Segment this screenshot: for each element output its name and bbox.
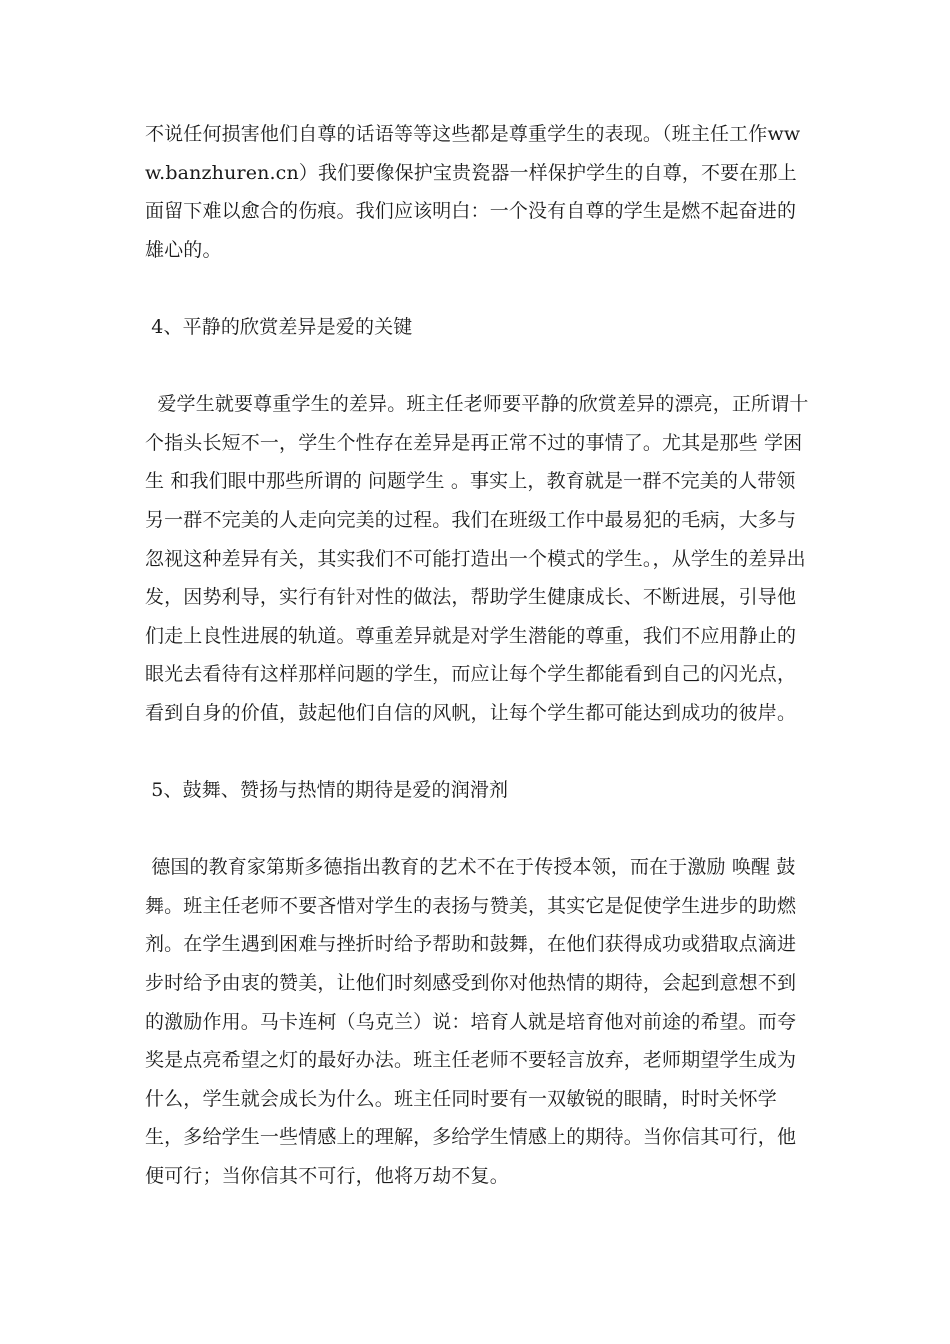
paragraph-gap [145,347,810,386]
section-heading-5: 5、鼓舞、赞扬与热情的期待是爱的润滑剂 [145,779,509,802]
paragraph-encouragement: 德国的教育家第斯多德指出教育的艺术不在于传授本领，而在于激励 唤醒 鼓舞。班主任老师不要吝惜对学生的表扬与赞美，其实它是促使学生进步的助燃剂。在学生遇到困难与挫折时给予帮助和鼓舞，在他们获得成功或猎取点滴进步时给予由衷的赞美，让他们时刻感受到你对他热情的期待，会起到意想不到的激励作用。马卡连柯（乌克兰）说：培育人就是培育他对前途的希望。而夸奖是点亮希望之灯的最好办法。班主任老师不要轻言放弃，老师期望学生成为什么，学生就会成长为什么。班主任同时要有一双敏锐的眼睛，时时关怀学生，多给学生一些情感上的理解，多给学生情感上的期待。当你信其可行，他便可行；当你信其不可行，他将万劫不复。 [145,856,797,1188]
paragraph-self-respect: 不说任何损害他们自尊的话语等等这些都是尊重学生的表现。（班主任工作www.banzhuren.cn）我们要像保护宝贵瓷器一样保护学生的自尊，不要在那上面留下难以愈合的伤痕。我们应该明白：一个没有自尊的学生是燃不起奋进的雄心的。 [145,123,801,261]
paragraph-differences: 爱学生就要尊重学生的差异。班主任老师要平静的欣赏差异的漂亮，正所谓十个指头长短不一，学生个性存在差异是再正常不过的事情了。尤其是那些 学困生 和我们眼中那些所谓的 问题学生 。事实上，教育就是一群不完美的人带领另一群不完美的人走向完美的过程。我们在班级工作中最易犯的毛病，大多与忽视这种差异有关，其实我们不可能打造出一个模式的学生。，从学生的差异出发，因势利导，实行有针对性的做法，帮助学生健康成长、不断进展，引导他们走上良性进展的轨道。尊重差异就是对学生潜能的尊重，我们不应用静止的眼光去看待有这样那样问题的学生，而应让每个学生都能看到自己的闪光点，看到自身的价值，鼓起他们自信的风帆，让每个学生都可能达到成功的彼岸。 [145,393,809,724]
paragraph-gap [145,810,810,849]
document-body [145,115,810,1196]
section-heading-4: 4、平静的欣赏差异是爱的关键 [145,315,413,338]
paragraph-gap [145,269,810,308]
paragraph-gap [145,733,810,772]
